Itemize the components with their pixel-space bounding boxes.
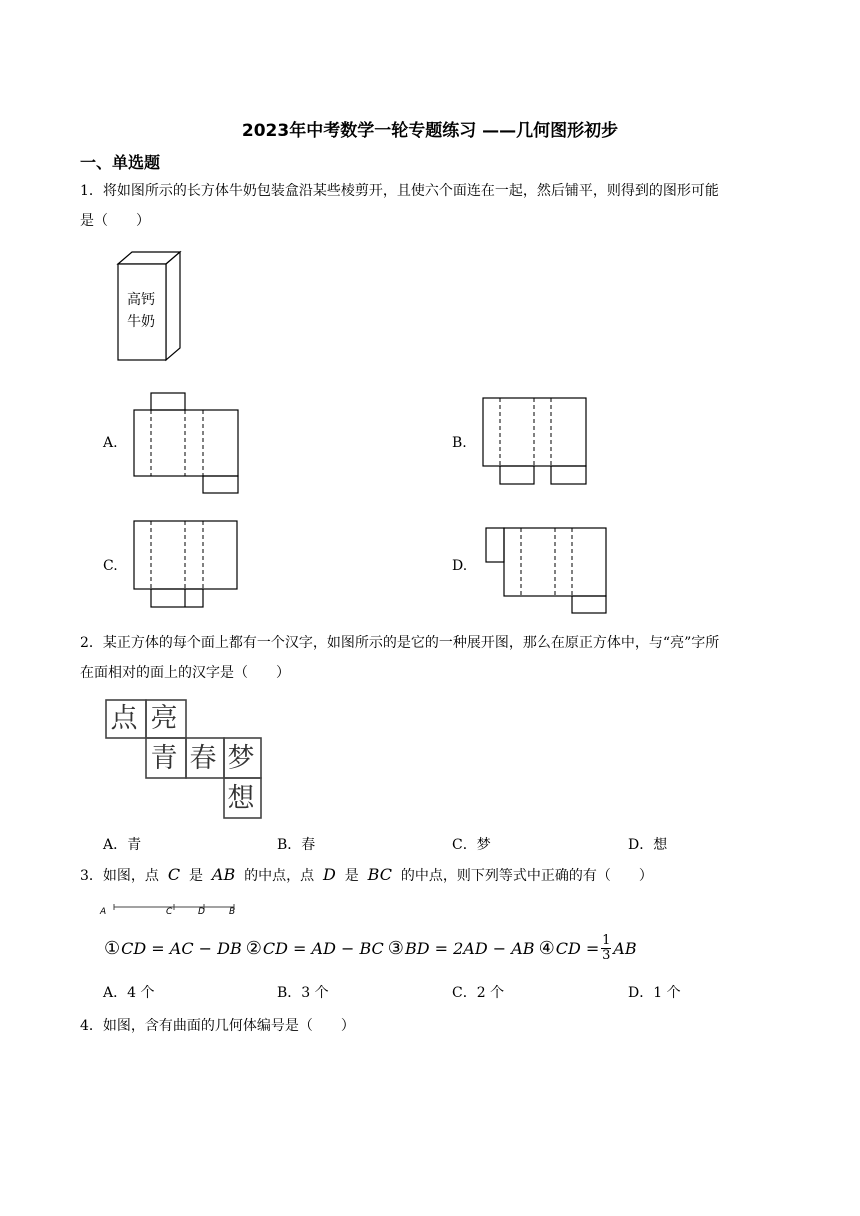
eq2-marker: ② xyxy=(245,938,262,959)
q1-option-d-label[interactable]: D. xyxy=(452,558,468,574)
q3-var-d: D xyxy=(323,865,336,884)
q3-option-b[interactable]: B．3 个 xyxy=(277,985,329,1001)
page-title: 2023年中考数学一轮专题练习 ——几何图形初步 xyxy=(241,121,619,141)
milk-box-label-line2: 牛奶 xyxy=(127,314,155,330)
segment-label-a: A xyxy=(100,907,107,917)
question-1-text xyxy=(80,176,810,236)
q1-option-b-net xyxy=(480,396,590,488)
question-2-line1: 某正方体的每个面上都有一个汉字，如图所示的是它的一种展开图，那么在原正方体中，与“亮”字所 xyxy=(102,635,720,651)
question-4-line: 如图，含有曲面的几何体编号是（ ） xyxy=(102,1018,355,1034)
question-2-number: 2． xyxy=(80,635,103,651)
q3-text-part-2: 是 xyxy=(188,868,203,884)
q1-option-c-net xyxy=(130,518,242,612)
section-heading: 一、单选题 xyxy=(80,153,161,172)
eq3-marker: ③ xyxy=(387,938,404,959)
q1-option-a-net xyxy=(130,390,242,498)
q2-option-d[interactable]: D．想 xyxy=(628,837,668,853)
q1-option-c-label[interactable]: C. xyxy=(103,558,118,574)
q2-option-c[interactable]: C．梦 xyxy=(452,837,491,853)
milk-box-label-line1: 高钙 xyxy=(127,292,155,308)
eq4-text-right: AB xyxy=(613,939,637,958)
net-char-6: 想 xyxy=(227,783,255,814)
net-char-2: 亮 xyxy=(150,703,178,734)
eq3-text: BD = 2AD − AB xyxy=(404,939,535,958)
question-2-text xyxy=(80,628,810,688)
eq4-marker: ④ xyxy=(538,938,555,959)
net-char-3: 青 xyxy=(150,743,178,774)
eq4-fraction xyxy=(601,934,611,963)
net-char-4: 春 xyxy=(189,743,217,774)
q1-option-d-net xyxy=(480,524,612,616)
eq1-text: CD = AC − DB xyxy=(121,939,242,958)
q3-text-part-5: 的中点，则下列等式中正确的有（ ） xyxy=(400,868,653,884)
q2-option-b[interactable]: B．春 xyxy=(277,837,316,853)
question-2-line2: 在面相对的面上的汉字是（ ） xyxy=(80,665,290,681)
eq4-fraction-numerator: 1 xyxy=(602,933,611,948)
question-1-line1: 将如图所示的长方体牛奶包装盒沿某些棱剪开，且使六个面连在一起，然后铺平，则得到的图形可能 xyxy=(102,183,719,199)
segment-label-b: B xyxy=(229,907,236,917)
question-3-number: 3． xyxy=(80,868,103,884)
q3-text-part-1: 如图，点 xyxy=(102,868,159,884)
q3-equations xyxy=(104,934,637,963)
q1-option-b-label[interactable]: B. xyxy=(452,435,467,451)
q3-option-d[interactable]: D．1 个 xyxy=(628,985,681,1001)
eq4-fraction-denominator: 3 xyxy=(602,948,611,963)
q3-text-part-3: 的中点，点 xyxy=(244,868,315,884)
q3-text-part-4: 是 xyxy=(344,868,359,884)
q3-option-a[interactable]: A．4 个 xyxy=(103,985,155,1001)
eq4-text-left: CD = xyxy=(555,939,600,958)
eq1-marker: ① xyxy=(104,938,121,959)
eq2-text: CD = AD − BC xyxy=(262,939,384,958)
q3-option-c[interactable]: C．2 个 xyxy=(452,985,505,1001)
milk-box-label xyxy=(119,289,163,333)
q3-var-c: C xyxy=(167,865,181,884)
q3-var-bc: BC xyxy=(367,865,392,884)
question-4-number: 4． xyxy=(80,1018,103,1034)
q3-var-ab: AB xyxy=(211,865,236,884)
q1-option-a-label[interactable]: A. xyxy=(103,435,118,451)
question-1-number: 1． xyxy=(80,183,103,199)
segment-label-c: C xyxy=(166,907,173,917)
net-char-1: 点 xyxy=(110,703,138,734)
q2-option-a[interactable]: A．青 xyxy=(103,837,142,853)
question-3-text xyxy=(80,862,810,889)
question-1-line2: 是（ ） xyxy=(80,213,150,229)
question-4-text xyxy=(80,1011,810,1041)
segment-label-d: D xyxy=(198,907,205,917)
net-char-5: 梦 xyxy=(227,743,255,774)
